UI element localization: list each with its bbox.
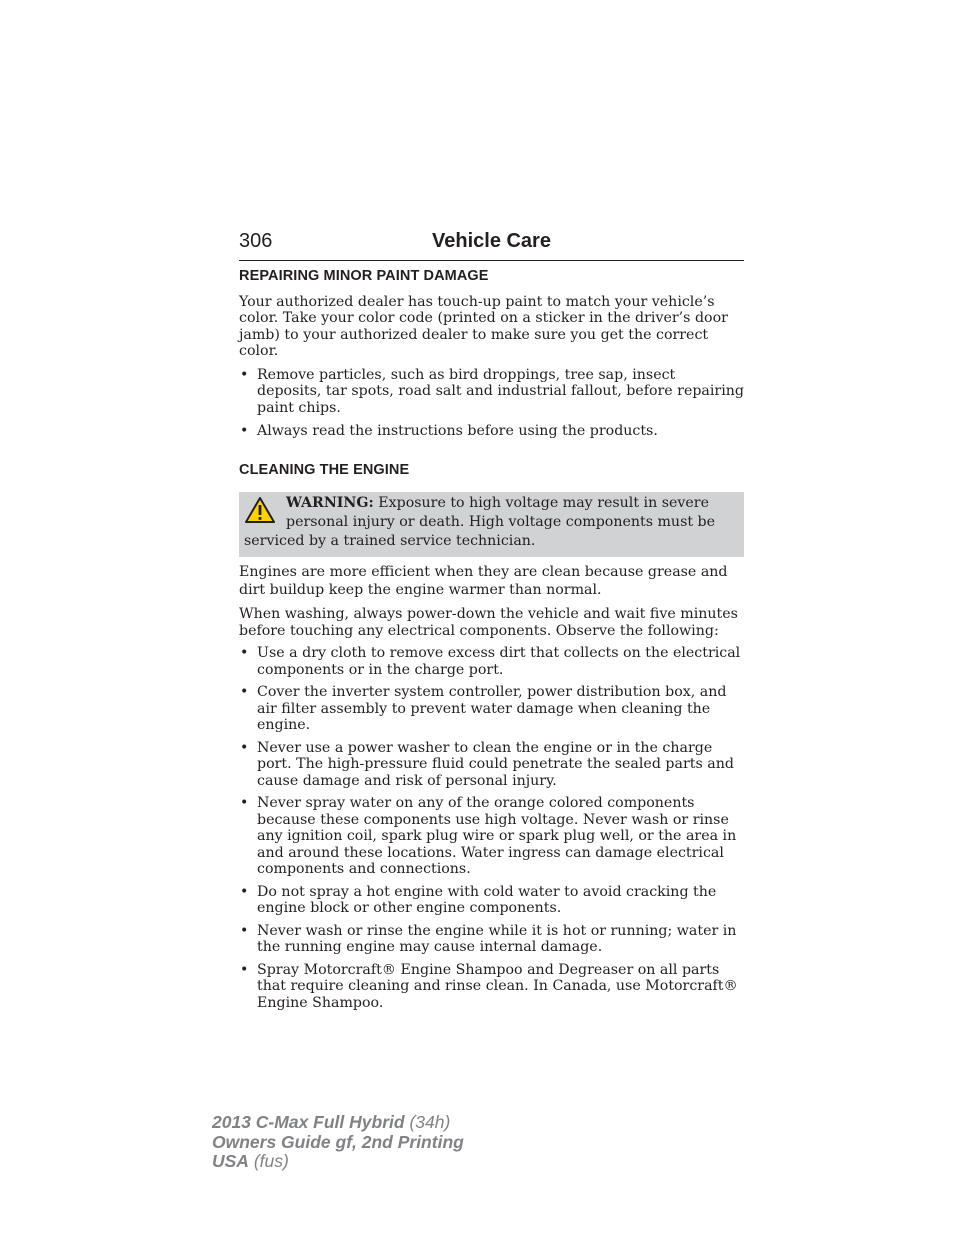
footer-market: USA [212, 1151, 249, 1171]
page-footer [212, 1113, 464, 1172]
paint-intro-paragraph: Your authorized dealer has touch-up paint to match your vehicle’s color. Take your color code (printed on a sticker in the driver’s door jamb) to your authorized dealer to make sure you get the correct color. [239, 293, 728, 359]
footer-guide: Owners Guide gf, 2nd Printing [212, 1131, 464, 1152]
washing-instructions-paragraph: When washing, always power-down the vehicle and wait five minutes before touching any electrical components. Observe the following: [239, 606, 738, 639]
page-title: Vehicle Care [432, 230, 551, 252]
footer-model: 2013 C-Max Full Hybrid [212, 1112, 405, 1132]
page-number: 306 [239, 230, 273, 252]
footer-line-3 [212, 1152, 464, 1172]
paint-bullet-list [239, 367, 744, 440]
warning-label: WARNING: [286, 495, 374, 511]
warning-line-3: serviced by a trained service technician. [244, 533, 536, 549]
warning-box [239, 492, 744, 557]
list-item: • Never use a power washer to clean the engine or in the charge port. The high-pressure fluid could penetrate the sealed parts and cause damage and risk of personal injury. [239, 740, 744, 790]
engine-bullet-list [239, 645, 744, 1011]
section-heading-cleaning-engine: CLEANING THE ENGINE [239, 461, 410, 478]
warning-line-2: personal injury or death. High voltage components must be [286, 514, 716, 530]
footer-market-code: (fus) [253, 1151, 289, 1171]
list-item: • Cover the inverter system controller, power distribution box, and air filter assembly to prevent water damage when cleaning the engine. [239, 684, 744, 734]
warning-triangle-icon [244, 496, 276, 524]
list-item: • Always read the instructions before using the products. [239, 423, 744, 440]
warning-text-1: Exposure to high voltage may result in severe [378, 495, 709, 511]
section-heading-paint-damage: REPAIRING MINOR PAINT DAMAGE [239, 268, 489, 284]
list-item: • Never spray water on any of the orange colored components because these components use high voltage. Never wash or rinse any ignition coil, spark plug wire or spark plug well, or the area in and around these locations. Water ingress can damage electrical components and connections. [239, 795, 744, 878]
engine-efficiency-paragraph: Engines are more efficient when they are clean because grease and dirt buildup keep the engine warmer than normal. [239, 564, 728, 598]
page-content [239, 266, 744, 1011]
page-header [239, 228, 744, 261]
footer-model-code: (34h) [409, 1112, 451, 1132]
footer-line-1 [212, 1113, 464, 1133]
list-item: • Never wash or rinse the engine while it is hot or running; water in the running engine may cause internal damage. [239, 923, 744, 956]
list-item: • Spray Motorcraft® Engine Shampoo and Degreaser on all parts that require cleaning and rinse clean. In Canada, use Motorcraft® Engine Shampoo. [239, 962, 744, 1012]
footer-line-2 [212, 1133, 464, 1153]
list-item: • Remove particles, such as bird droppings, tree sap, insect deposits, tar spots, road salt and industrial fallout, before repairing paint chips. [239, 367, 744, 417]
list-item: • Use a dry cloth to remove excess dirt that collects on the electrical components or in the charge port. [239, 645, 744, 678]
warning-line-1 [244, 494, 739, 513]
list-item: • Do not spray a hot engine with cold water to avoid cracking the engine block or other engine components. [239, 884, 744, 917]
